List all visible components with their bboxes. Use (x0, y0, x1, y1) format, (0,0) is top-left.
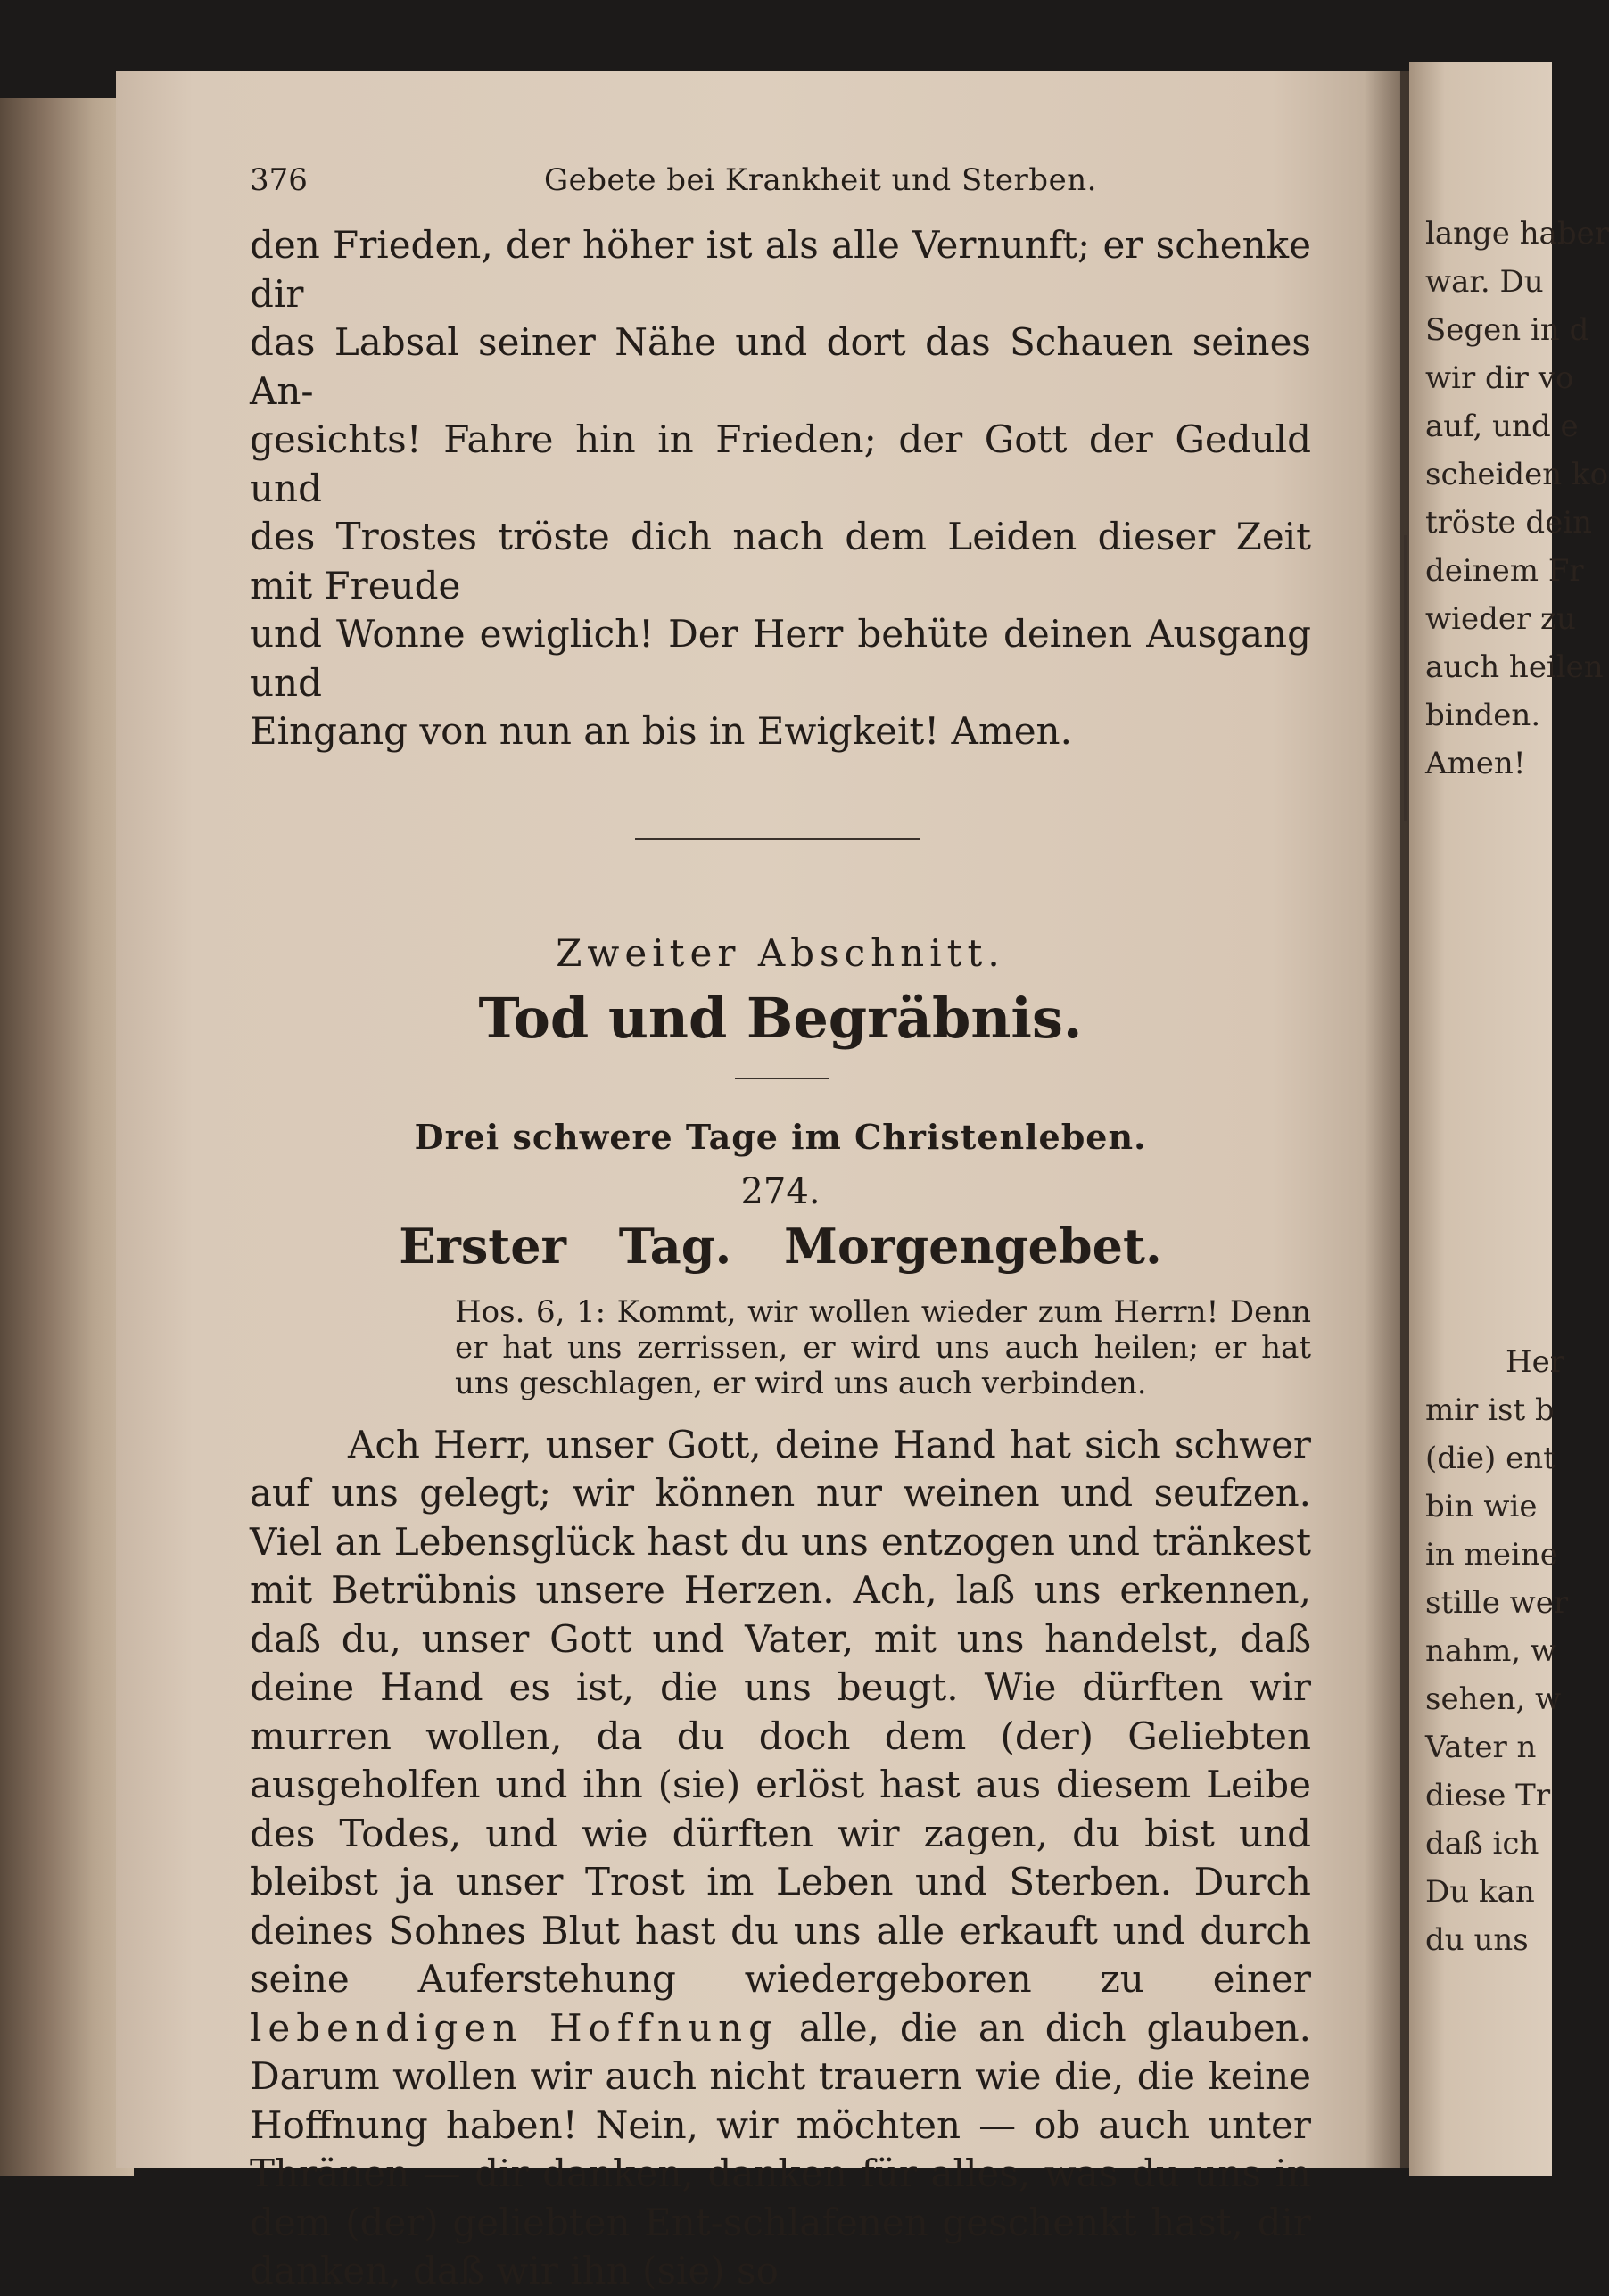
section-divider (635, 838, 920, 840)
text-line: und Wonne ewiglich! Der Herr behüte deinen Ausgang und (250, 612, 1311, 705)
text-line: das Labsal seiner Nähe und dort das Schauen seines An- (250, 320, 1311, 413)
facing-line: du uns (1425, 1922, 1529, 1958)
text-line: den Frieden, der höher ist als alle Vernunft; er schenke dir (250, 223, 1311, 316)
facing-page-rule (1404, 535, 1407, 821)
section-subtitle: Zweiter Abschnitt. (556, 930, 1005, 975)
facing-line: deinem Fr (1425, 553, 1584, 589)
prayer-number: 274. (740, 1170, 821, 1212)
prayer-body-part-2: alle, die an dich glauben. Darum wollen wir auch nicht trauern wie die, die keine Hoffnung haben! Nein, wir möchten — ob auch unter Thränen — dir danken, danken für alles, was du uns in dem (der) geliebten Ent-schlafenen geschenkt hast, dir danken, daß wir ihn (sie) so (250, 2005, 1312, 2292)
text-line: gesichts! Fahre hin in Frieden; der Gott der Geduld und (250, 417, 1311, 510)
facing-line: wir dir vo (1425, 360, 1574, 396)
text-line: des Trostes tröste dich nach dem Leiden dieser Zeit mit Freude (250, 515, 1311, 607)
facing-line: scheiden ko (1425, 457, 1609, 492)
facing-line: Her (1506, 1344, 1565, 1380)
prayer-body (250, 1421, 1311, 2296)
facing-line: Vater n (1425, 1730, 1537, 1765)
facing-line: nahm, w (1425, 1633, 1557, 1669)
facing-page-bottom-lines (1425, 1338, 1568, 1964)
facing-page-top-lines (1425, 210, 1609, 788)
running-head: Gebete bei Krankheit und Sterben. (544, 162, 1097, 198)
prayer-title: Erster Tag. Morgengebet. (399, 1217, 1162, 1275)
page-content (250, 152, 1311, 2296)
page-header (250, 152, 1311, 205)
page-number: 376 (250, 162, 308, 198)
facing-line: diese Tr (1425, 1778, 1551, 1813)
facing-line: Segen in d (1425, 312, 1589, 348)
facing-line: daß ich (1425, 1826, 1539, 1862)
text-line: Eingang von nun an bis in Ewigkeit! Amen. (250, 709, 1072, 753)
facing-line: war. Du (1425, 264, 1544, 300)
facing-line: auf, und e (1425, 409, 1579, 444)
intro-paragraph (250, 221, 1311, 756)
section-title: Tod und Begräbnis. (478, 985, 1083, 1051)
facing-line: sehen, w (1425, 1681, 1562, 1717)
facing-line: tröste dein (1425, 505, 1593, 541)
facing-line: bin wie (1425, 1489, 1538, 1524)
facing-line: stille wer (1425, 1585, 1569, 1621)
facing-line: binden. (1425, 698, 1541, 733)
facing-line: (die) ent (1425, 1441, 1555, 1476)
book-edge (0, 98, 134, 2176)
facing-line: Du kan (1425, 1874, 1535, 1910)
facing-line: mir ist b (1425, 1392, 1555, 1428)
facing-line: wieder zu (1425, 601, 1576, 637)
bible-verse: Hos. 6, 1: Kommt, wir wollen wieder zum Herrn! Denn er hat uns zerrissen, er wird uns auch heilen; er hat uns geschlagen, er wird uns auch verbinden. (455, 1293, 1311, 1401)
facing-line: auch heilen (1425, 649, 1604, 685)
title-divider (735, 1078, 829, 1079)
subheading: Drei schwere Tage im Christenleben. (414, 1116, 1147, 1157)
emphasized-text: lebendigen Hoffnung (250, 2005, 780, 2050)
facing-line: lange haber (1425, 216, 1609, 252)
facing-line: in meine (1425, 1537, 1558, 1573)
prayer-body-part-1: Ach Herr, unser Gott, deine Hand hat sich schwer auf uns gelegt; wir können nur weinen und seufzen. Viel an Lebensglück hast du uns entzogen und tränkest mit Betrübnis unsere Herzen. Ach, laß uns erkennen, daß du, unser Gott und Vater, mit uns handelst, daß deine Hand es ist, die uns beugt. Wie dürften wir murren wollen, da du doch dem (der) Geliebten ausgeholfen und ihn (sie) erlöst hast aus diesem Leibe des Todes, und wie dürften wir zagen, du bist und bleibst ja unser Trost im Leben und Sterben. Durch deines Sohnes Blut hast du uns alle erkauft und durch seine Auferstehung wiedergeboren zu einer (250, 1422, 1311, 2001)
facing-line: Amen! (1425, 746, 1526, 781)
